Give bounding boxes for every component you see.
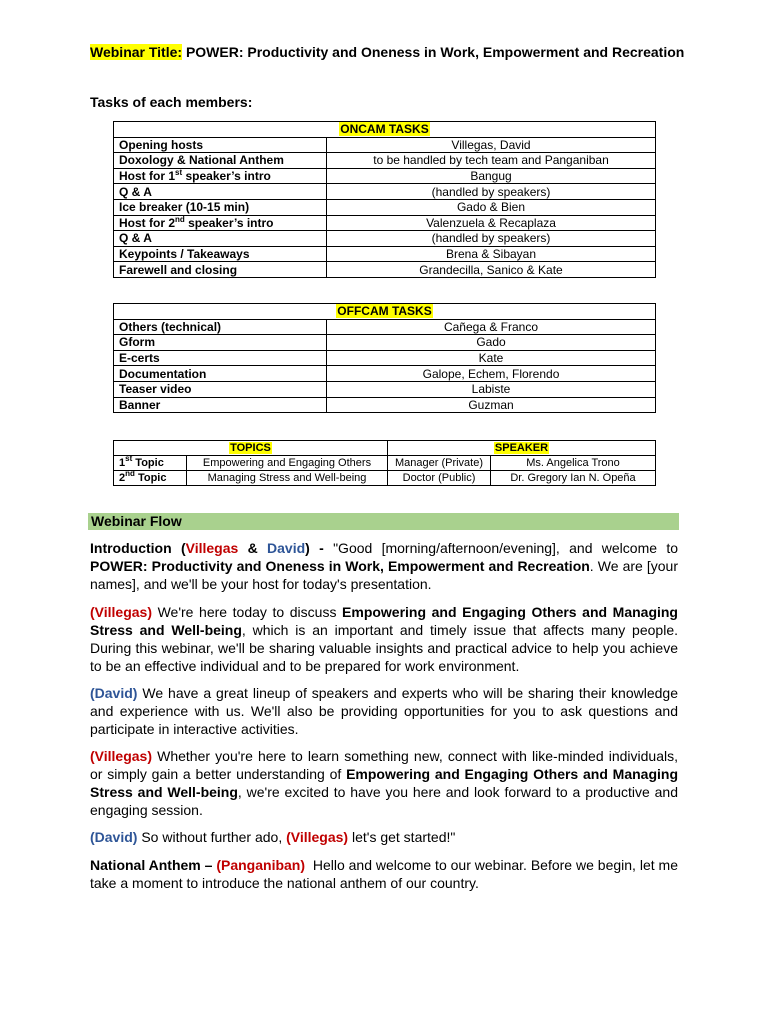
task-name: Opening hosts [114,137,327,153]
table-row [114,246,656,262]
table-row [114,397,656,413]
task-name: Host for 2nd speaker’s intro [114,215,327,231]
table-row [114,381,656,397]
speaker-name: Dr. Gregory Ian N. Opeña [491,471,656,486]
task-assignee: Villegas, David [327,137,656,153]
task-assignee: (handled by speakers) [327,231,656,247]
task-assignee: Bangug [327,168,656,184]
task-assignee: (handled by speakers) [327,184,656,200]
topic-number: 1st Topic [114,456,187,471]
task-name: Farewell and closing [114,262,327,278]
task-name: Documentation [114,366,327,382]
table-row [114,168,656,184]
task-assignee: Grandecilla, Sanico & Kate [327,262,656,278]
table-row [114,199,656,215]
flow-paragraph-introduction: Introduction (Villegas & David) - "Good [morning/afternoon/evening], and welcome to POWER: Productivity and Oneness in Work, Empowerment and Recreation. We are [your names], and we'll be your host for today's presentation. [90,540,679,592]
oncam-heading: ONCAM TASKS [114,122,656,138]
table-row [114,471,656,486]
table-row [114,153,656,169]
task-assignee: to be handled by tech team and Panganiban [327,153,656,169]
flow-paragraph-david-1: (David) We have a great lineup of speakers and experts who will be sharing their knowledge and experience with us. We'll also be providing opportunities for you to ask questions and participate in interactive activities. [90,685,678,737]
table-row [114,335,656,351]
task-name: E-certs [114,350,327,366]
task-assignee: Kate [327,350,656,366]
table-row [114,137,656,153]
task-assignee: Galope, Echem, Florendo [327,366,656,382]
speaker-role: Manager (Private) [388,456,491,471]
task-assignee: Brena & Sibayan [327,246,656,262]
tasks-heading: Tasks of each members: [90,94,253,110]
speaker-heading: SPEAKER [388,441,656,456]
task-name: Ice breaker (10-15 min) [114,199,327,215]
speaker-name: Ms. Angelica Trono [491,456,656,471]
flow-paragraph-villegas-1: (Villegas) We're here today to discuss Empowering and Engaging Others and Managing Stress and Well-being, which is an important and timely issue that affects many people. During this webinar, we'll be sharing valuable insights and practical advice to help you achieve to be an effective individual and to be prepared for work environment. [90,604,678,674]
speaker-role: Doctor (Public) [388,471,491,486]
table-row [114,456,656,471]
task-name: Keypoints / Takeaways [114,246,327,262]
task-name: Teaser video [114,381,327,397]
task-assignee: Gado & Bien [327,199,656,215]
webinar-title [90,44,684,60]
webinar-title-text: POWER: Productivity and Oneness in Work, Empowerment and Recreation [182,44,685,60]
topics-heading: TOPICS [114,441,388,456]
task-name: Q & A [114,184,327,200]
flow-paragraph-national-anthem: National Anthem – (Panganiban) Hello and welcome to our webinar. Before we begin, let me take a moment to introduce the national anthem of our country. [90,857,682,891]
topic-title: Empowering and Engaging Others [187,456,388,471]
table-row [114,262,656,278]
flow-paragraph-villegas-2: (Villegas) Whether you're here to learn something new, connect with like-minded individuals, or simply gain a better understanding of Empowering and Engaging Others and Managing Stress and Well-being, we're excited to have you here and look forward to a productive and engaging session. [90,748,679,818]
topic-title: Managing Stress and Well-being [187,471,388,486]
task-assignee: Gado [327,335,656,351]
task-assignee: Labiste [327,381,656,397]
table-row [114,319,656,335]
flow-paragraph-transition: (David) So without further ado, (Villegas) let's get started!" [90,829,456,845]
task-name: Q & A [114,231,327,247]
webinar-title-label: Webinar Title: [90,44,183,60]
task-name: Host for 1st speaker’s intro [114,168,327,184]
task-name: Banner [114,397,327,413]
table-row [114,366,656,382]
task-name: Others (technical) [114,319,327,335]
offcam-tasks-table [113,303,656,413]
webinar-flow-heading: Webinar Flow [88,513,679,530]
topics-table [113,440,656,486]
oncam-tasks-table [113,121,656,278]
table-row [114,184,656,200]
task-assignee: Valenzuela & Recaplaza [327,215,656,231]
task-assignee: Cañega & Franco [327,319,656,335]
task-name: Doxology & National Anthem [114,153,327,169]
table-row [114,350,656,366]
table-row [114,231,656,247]
topic-number: 2nd Topic [114,471,187,486]
task-name: Gform [114,335,327,351]
offcam-heading: OFFCAM TASKS [114,304,656,320]
table-row [114,215,656,231]
task-assignee: Guzman [327,397,656,413]
